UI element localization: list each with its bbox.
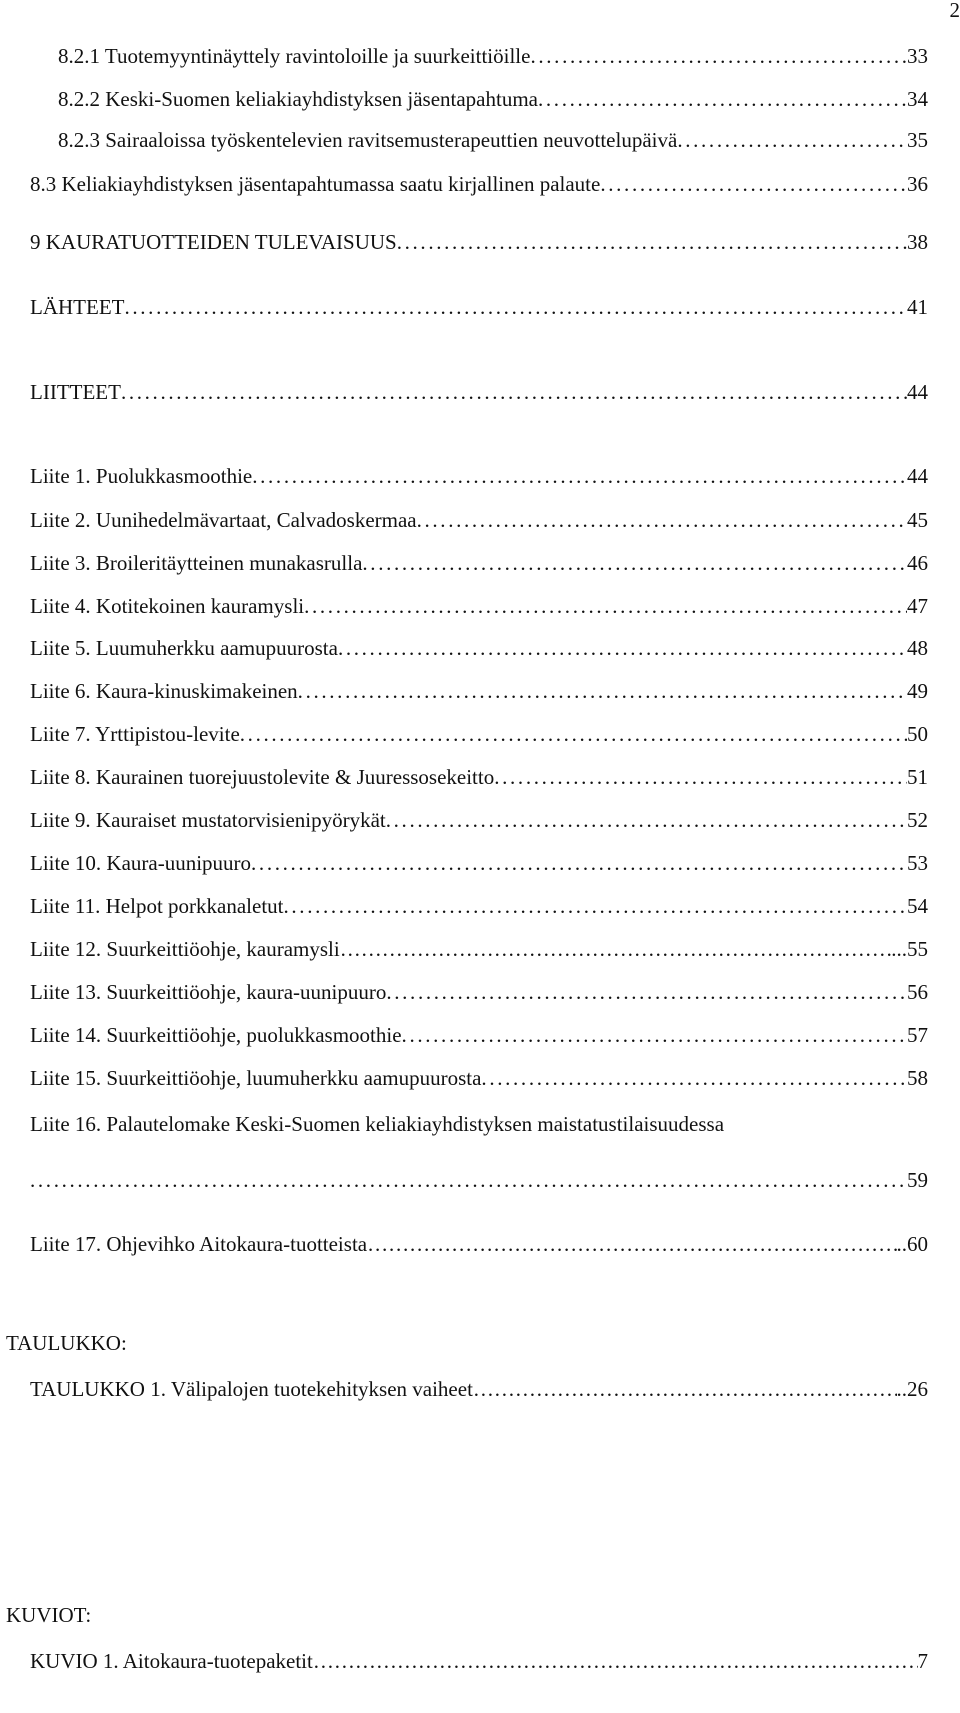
dot-leader: [121, 380, 907, 404]
dash-leader: [473, 1377, 897, 1401]
appendix-entry[interactable]: [30, 980, 928, 1004]
appendix-title: Liite 1. Puolukkasmoothie: [30, 464, 253, 488]
appendix-title: Liite 10. Kaura-uunipuuro: [30, 851, 252, 875]
appendix-title: Liite 15. Suurkeittiöohje, luumuherkku aamupuurosta: [30, 1066, 482, 1090]
figures-heading: KUVIOT:: [6, 1603, 92, 1627]
appendix-title: Liite 17. Ohjevihko Aitokaura-tuotteista: [30, 1232, 368, 1256]
appendix-entry[interactable]: [30, 636, 928, 660]
dot-leader: [240, 722, 907, 746]
figure-title: KUVIO 1. Aitokaura-tuotepaketit: [30, 1649, 313, 1673]
appendix-page: 50: [907, 722, 928, 746]
toc-entry-title: 9 KAURATUOTTEIDEN TULEVAISUUS: [30, 230, 397, 254]
dot-leader: [600, 172, 907, 196]
table-page: ..26: [896, 1377, 928, 1401]
appendix-title: Liite 7. Yrttipistou-levite: [30, 722, 240, 746]
dot-leader: [252, 464, 907, 488]
appendix-page: 52: [907, 808, 928, 832]
toc-entry-page: 33: [907, 44, 928, 68]
appendix-entry[interactable]: [30, 937, 928, 961]
table-entry[interactable]: [30, 1377, 928, 1401]
appendix-title: Liite 12. Suurkeittiöohje, kauramysli: [30, 937, 340, 961]
appendix-page: 47: [907, 594, 928, 618]
toc-entry[interactable]: [58, 44, 928, 68]
dot-leader: [677, 128, 907, 152]
dot-leader: [402, 1023, 907, 1047]
dot-leader: [251, 851, 907, 875]
dot-leader: [298, 679, 907, 703]
table-title: TAULUKKO 1. Välipalojen tuotekehityksen vaiheet: [30, 1377, 473, 1401]
figure-page: 7: [917, 1649, 928, 1673]
appendix-title: Liite 5. Luumuherkku aamupuurosta: [30, 636, 338, 660]
toc-entry[interactable]: [30, 230, 928, 254]
appendix-entry-16[interactable]: [30, 1168, 928, 1192]
appendix-title: Liite 2. Uunihedelmävartaat, Calvadoskermaa: [30, 508, 417, 532]
appendix-title: Liite 8. Kaurainen tuorejuustolevite & Juuressosekeitto: [30, 765, 495, 789]
appendix-title: Liite 4. Kotitekoinen kauramysli: [30, 594, 305, 618]
appendix-page: 54: [907, 894, 928, 918]
appendix-title: Liite 14. Suurkeittiöohje, puolukkasmoothie: [30, 1023, 402, 1047]
dash-leader: [367, 1232, 896, 1256]
dash-leader: [313, 1649, 918, 1673]
dot-leader: [494, 765, 907, 789]
dot-leader: [386, 808, 907, 832]
appendix-entry[interactable]: [30, 722, 928, 746]
appendix-page: 48: [907, 636, 928, 660]
dot-leader: [30, 1168, 907, 1192]
dot-leader: [386, 980, 907, 1004]
appendix-entry[interactable]: [30, 765, 928, 789]
appendix-page: 44: [907, 464, 928, 488]
appendix-entry[interactable]: [30, 594, 928, 618]
toc-entry-title: LIITTEET: [30, 380, 121, 404]
appendix-title: Liite 13. Suurkeittiöohje, kaura-uunipuuro: [30, 980, 387, 1004]
toc-entry-page: 35: [907, 128, 928, 152]
toc-entry-page: 41: [907, 295, 928, 319]
toc-entry[interactable]: [58, 87, 928, 111]
dot-leader: [530, 44, 907, 68]
appendix-page: 57: [907, 1023, 928, 1047]
toc-entry-page: 34: [907, 87, 928, 111]
appendix-title: Liite 3. Broileritäytteinen munakasrulla: [30, 551, 363, 575]
appendix-page: 51: [907, 765, 928, 789]
dot-leader: [124, 295, 907, 319]
toc-entry-title: 8.2.3 Sairaaloissa työskentelevien ravitsemusterapeuttien neuvottelupäivä: [58, 128, 678, 152]
appendix-title: Liite 6. Kaura-kinuskimakeinen: [30, 679, 298, 703]
appendix-entry-16-title[interactable]: Liite 16. Palautelomake Keski-Suomen keliakiayhdistyksen maistatustilaisuudessa: [30, 1112, 725, 1136]
appendix-page: ...55: [891, 937, 928, 961]
toc-entry[interactable]: [30, 172, 928, 196]
appendix-page: 53: [907, 851, 928, 875]
appendix-title: Liite 9. Kauraiset mustatorvisienipyörykät: [30, 808, 386, 832]
appendix-entry[interactable]: [30, 551, 928, 575]
tables-heading: TAULUKKO:: [6, 1331, 127, 1355]
dash-leader: [340, 937, 892, 961]
toc-entry-page: 38: [907, 230, 928, 254]
appendix-entry[interactable]: [30, 679, 928, 703]
appendix-title: Liite 11. Helpot porkkanaletut: [30, 894, 284, 918]
dot-leader: [304, 594, 907, 618]
toc-entry-title: 8.3 Keliakiayhdistyksen jäsentapahtumassa saatu kirjallinen palaute: [30, 172, 601, 196]
appendix-entry[interactable]: [30, 1066, 928, 1090]
page-number: 2: [949, 0, 960, 22]
toc-entry-title: 8.2.1 Tuotemyyntinäyttely ravintoloille ja suurkeittiöille: [58, 44, 531, 68]
appendix-entry[interactable]: [30, 508, 928, 532]
appendix-entry[interactable]: [30, 1023, 928, 1047]
appendix-page: 46: [907, 551, 928, 575]
appendix-page: ..60: [896, 1232, 928, 1256]
dot-leader: [397, 230, 907, 254]
appendix-page: 45: [907, 508, 928, 532]
toc-entry[interactable]: [58, 128, 928, 152]
appendix-entry[interactable]: [30, 894, 928, 918]
appendix-page: 56: [907, 980, 928, 1004]
toc-entry-page: 36: [907, 172, 928, 196]
dot-leader: [417, 508, 907, 532]
appendix-page: 49: [907, 679, 928, 703]
appendix-entry[interactable]: [30, 1232, 928, 1256]
toc-entry-title: LÄHTEET: [30, 295, 125, 319]
appendix-entry[interactable]: [30, 464, 928, 488]
dot-leader: [338, 636, 907, 660]
toc-entry[interactable]: [30, 295, 928, 319]
appendix-entry[interactable]: [30, 808, 928, 832]
dot-leader: [362, 551, 907, 575]
appendix-entry[interactable]: [30, 851, 928, 875]
toc-entry-page: 44: [907, 380, 928, 404]
toc-entry-title: 8.2.2 Keski-Suomen keliakiayhdistyksen jäsentapahtuma: [58, 87, 538, 111]
dot-leader: [538, 87, 907, 111]
dot-leader: [284, 894, 908, 918]
figure-entry[interactable]: [30, 1649, 928, 1673]
toc-entry[interactable]: [30, 380, 928, 404]
appendix-page: 59: [907, 1168, 928, 1192]
appendix-page: 58: [907, 1066, 928, 1090]
dot-leader: [481, 1066, 907, 1090]
